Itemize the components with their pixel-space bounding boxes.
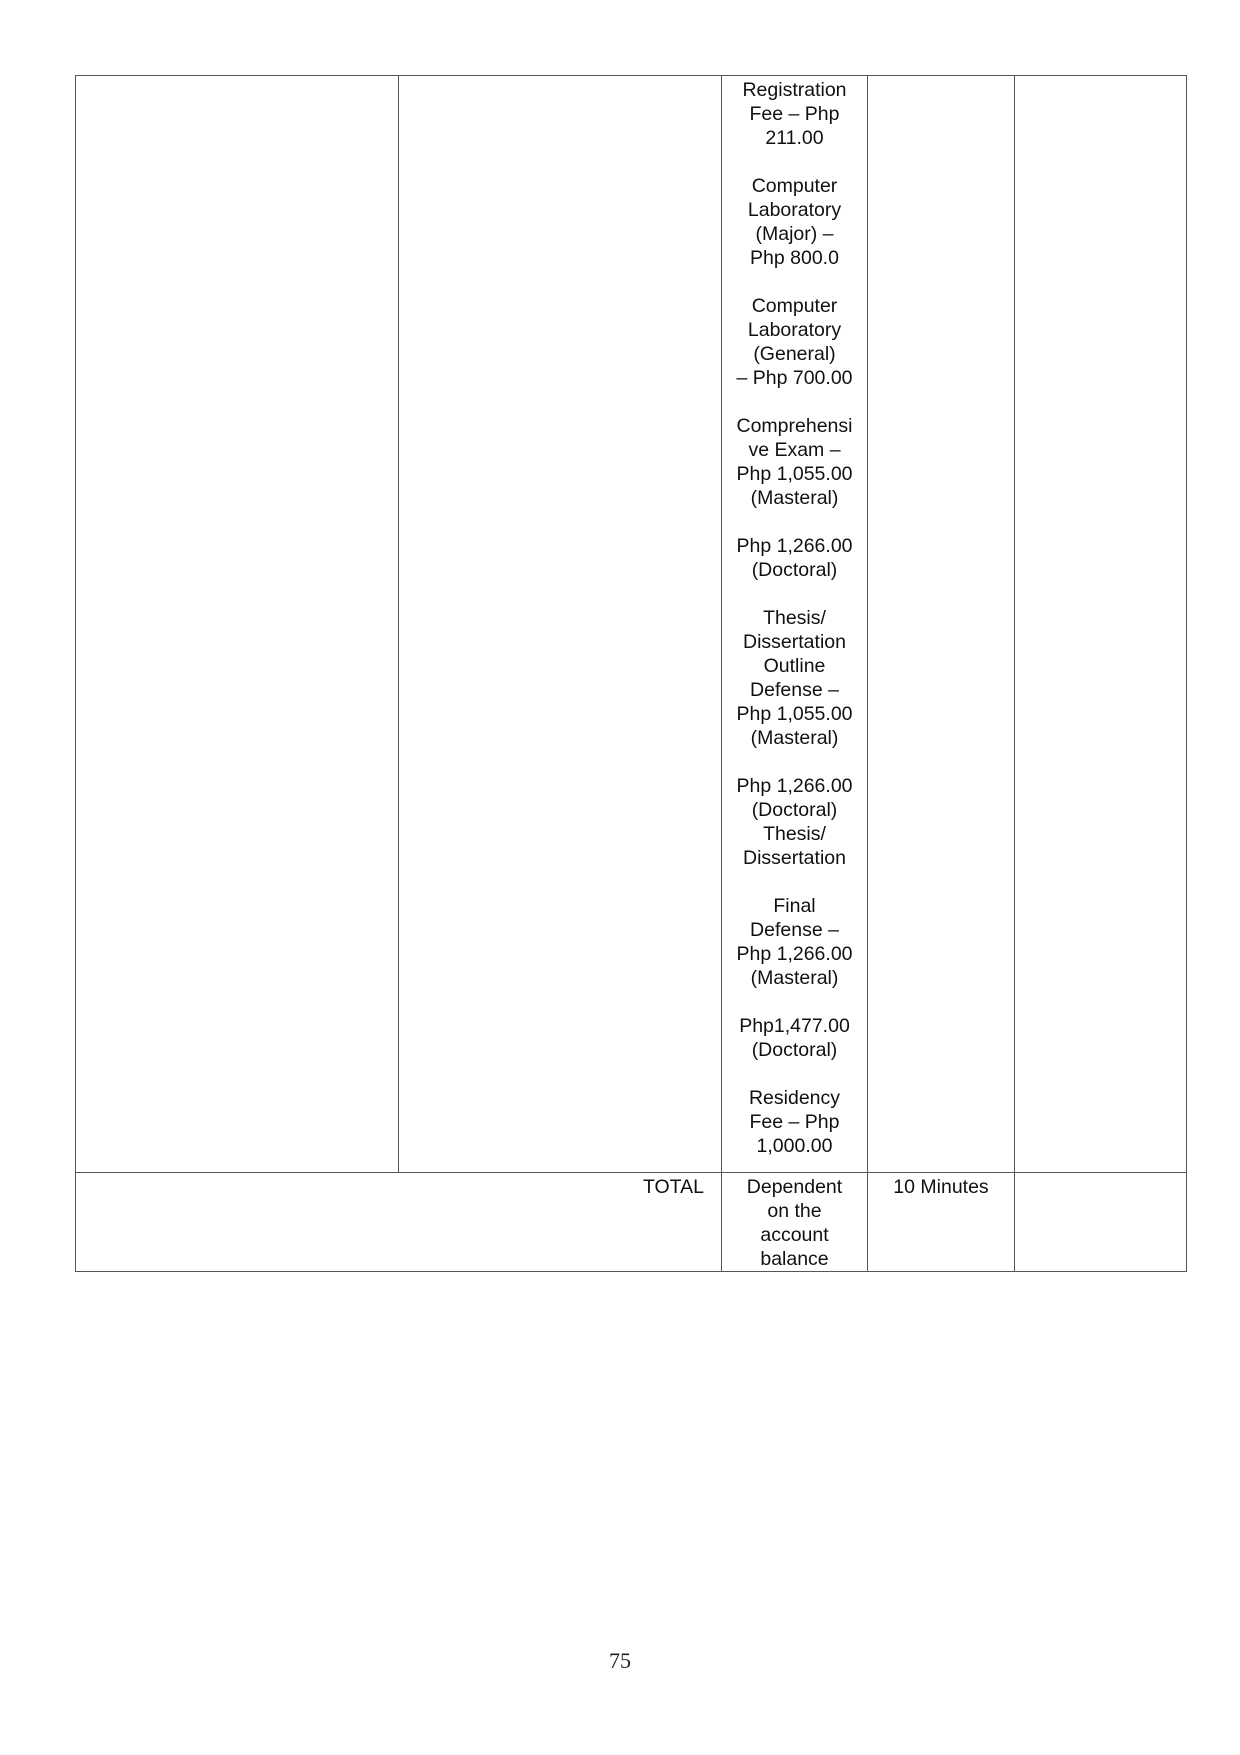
total-label: TOTAL (642, 1176, 704, 1198)
fee-item-line: Outline (763, 655, 826, 677)
fees-cell (722, 76, 868, 1173)
fee-item-line: Dissertation (743, 631, 846, 653)
fee-item (728, 534, 861, 582)
fee-item-line: (Masteral) (750, 967, 839, 989)
total-label-cell (76, 1173, 722, 1272)
total-fees-line: balance (760, 1248, 829, 1270)
client-steps-cell (76, 76, 399, 1173)
fee-item-line: Registration (742, 79, 847, 101)
fee-item-line: Fee – Php (749, 1111, 840, 1133)
fee-item (728, 1086, 861, 1158)
fee-item-line: (Masteral) (750, 487, 839, 509)
total-person-responsible-cell (1015, 1173, 1187, 1272)
fee-item (728, 294, 861, 390)
fee-item-line: Defense – (750, 919, 839, 941)
fee-item-line: Thesis/ (763, 607, 826, 629)
fee-item-line: Fee – Php (749, 103, 840, 125)
fee-item-line: Thesis/ (763, 823, 826, 845)
fee-item-line: Php 1,266.00 (736, 775, 853, 797)
fee-item-line: Php 1,055.00 (736, 703, 853, 725)
agency-actions-cell (399, 76, 722, 1173)
fee-item-line: – Php 700.00 (736, 367, 853, 389)
fee-item-line: (Doctoral) (751, 559, 838, 581)
fee-item-line: Laboratory (747, 319, 842, 341)
total-fees-cell (722, 1173, 868, 1272)
page-number: 75 (609, 1648, 631, 1673)
total-row (76, 1173, 1187, 1272)
fee-item-line: Php 1,266.00 (736, 535, 853, 557)
fee-item-line: (Doctoral) (751, 799, 838, 821)
fee-list (722, 76, 867, 1158)
fee-item-line: Final (773, 895, 816, 917)
fee-item (728, 774, 861, 870)
fee-item-line: Php 1,266.00 (736, 943, 853, 965)
fee-item (728, 894, 861, 990)
fee-item (728, 78, 861, 150)
fee-item (728, 1014, 861, 1062)
fee-item-line: Comprehensi (736, 415, 853, 437)
fee-item-line: Residency (748, 1087, 841, 1109)
fee-item-line: Defense – (750, 679, 839, 701)
fee-item-line: (Masteral) (750, 727, 839, 749)
fee-item-line: 211.00 (765, 127, 824, 149)
total-fees-line: Dependent (746, 1176, 843, 1198)
fee-item (728, 606, 861, 750)
fee-item (728, 414, 861, 510)
fee-item-line: Computer (751, 175, 838, 197)
total-fees-line: account (760, 1224, 829, 1246)
fee-item-line: (Major) – (755, 223, 834, 245)
person-responsible-cell (1015, 76, 1187, 1173)
total-fees-line: on the (767, 1200, 822, 1222)
fee-item-line: ve Exam – (748, 439, 841, 461)
fee-item-line: Computer (751, 295, 838, 317)
fee-item-line: Php 1,055.00 (736, 463, 853, 485)
fee-item-line: (Doctoral) (751, 1039, 838, 1061)
fees-detail-row (76, 76, 1187, 1173)
fee-item (728, 174, 861, 270)
fees-table (75, 75, 1187, 1272)
total-processing-time: 10 Minutes (893, 1176, 989, 1198)
fee-item-line: Dissertation (743, 847, 846, 869)
fee-item-line: Laboratory (747, 199, 842, 221)
fee-item-line: (General) (753, 343, 836, 365)
total-processing-time-cell (868, 1173, 1015, 1272)
fee-item-line: Php 800.0 (750, 247, 839, 269)
processing-time-cell (868, 76, 1015, 1173)
fee-item-line: Php1,477.00 (739, 1015, 850, 1037)
fee-item-line: 1,000.00 (756, 1135, 833, 1157)
total-fees-text (722, 1175, 867, 1271)
